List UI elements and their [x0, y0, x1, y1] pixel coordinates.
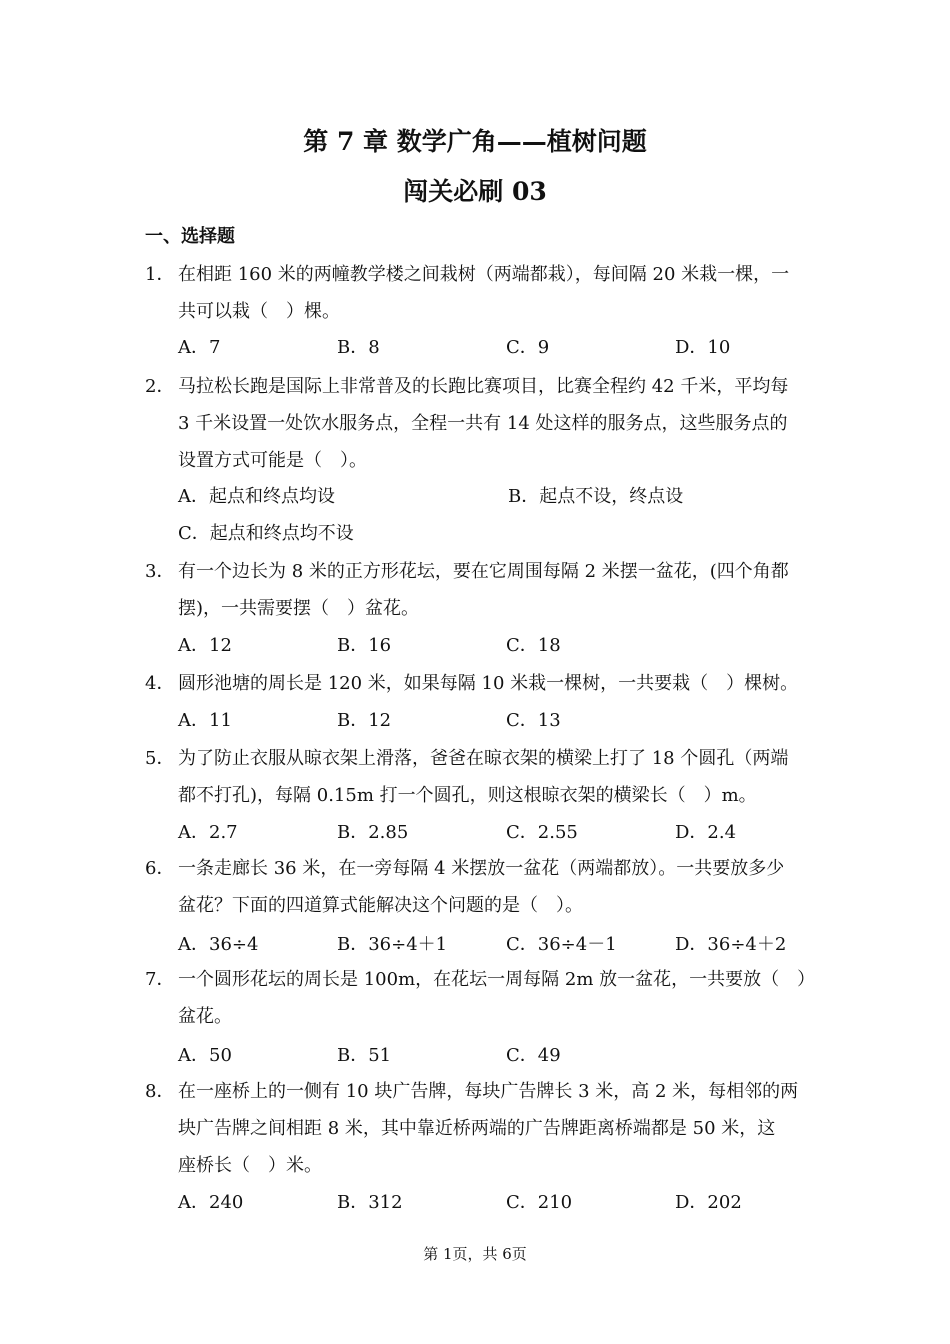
- question-number: 5．: [145, 748, 175, 769]
- question-number: 8．: [145, 1081, 175, 1102]
- question-1: [145, 256, 810, 330]
- question-text-line: 摆)，一共需要摆（ ）盆花。: [178, 598, 420, 619]
- answer-option[interactable]: C．18: [506, 635, 561, 656]
- question-text-line: 3 千米设置一处饮水服务点，全程一共有 14 处这样的服务点，这些服务点的: [178, 413, 788, 434]
- question-text-line: 为了防止衣服从晾衣架上滑落，爸爸在晾衣架的横梁上打了 18 个圆孔（两端: [178, 748, 789, 769]
- answer-option[interactable]: C．210: [506, 1192, 573, 1213]
- answer-option[interactable]: A．50: [178, 1045, 232, 1066]
- document-subtitle: 闯关必刷 03: [403, 177, 547, 206]
- question-number: 2．: [145, 376, 175, 397]
- answer-option[interactable]: D．36÷4＋2: [675, 934, 787, 955]
- answer-option[interactable]: C．36÷4－1: [506, 934, 617, 955]
- question-text-line: 一个圆形花坛的周长是 100m，在花坛一周每隔 2m 放一盆花，一共要放（ ）: [178, 969, 816, 990]
- page-footer: 第 1页，共 6页: [423, 1245, 527, 1263]
- question-text-line: 有一个边长为 8 米的正方形花坛，要在它周围每隔 2 米摆一盆花，(四个角都: [178, 561, 789, 582]
- answer-option[interactable]: C．2.55: [506, 822, 578, 843]
- answer-option[interactable]: C．13: [506, 710, 561, 731]
- question-7: [145, 961, 816, 1035]
- answer-option[interactable]: B．16: [337, 635, 392, 656]
- answer-option[interactable]: A．240: [178, 1192, 244, 1213]
- question-8: [145, 1073, 810, 1184]
- question-number: 1．: [145, 264, 175, 285]
- question-4: [145, 665, 810, 702]
- question-text-line: 盆花？下面的四道算式能解决这个问题的是（ ）。: [178, 895, 583, 916]
- question-number: 7．: [145, 969, 175, 990]
- question-text-line: 都不打孔)，每隔 0.15m 打一个圆孔，则这根晾衣架的横梁长（ ）m。: [178, 785, 757, 806]
- document-title: 第 7 章 数学广角——植树问题: [303, 127, 647, 156]
- answer-option[interactable]: C．起点和终点均不设: [178, 523, 354, 544]
- question-2: [145, 368, 810, 479]
- question-text-line: 块广告牌之间相距 8 米，其中靠近桥两端的广告牌距离桥端都是 50 米，这: [178, 1118, 776, 1139]
- answer-option[interactable]: A．7: [178, 337, 221, 358]
- answer-option[interactable]: B．起点不设，终点设: [508, 486, 684, 507]
- answer-option[interactable]: D．10: [675, 337, 731, 358]
- question-number: 3．: [145, 561, 175, 582]
- answer-option[interactable]: A．起点和终点均设: [178, 486, 335, 507]
- answer-option[interactable]: D．202: [675, 1192, 742, 1213]
- answer-option[interactable]: A．2.7: [178, 822, 238, 843]
- question-text-line: 一条走廊长 36 米，在一旁每隔 4 米摆放一盆花（两端都放）。一共要放多少: [178, 858, 785, 879]
- question-6: [145, 850, 810, 924]
- answer-option[interactable]: B．2.85: [337, 822, 409, 843]
- answer-option[interactable]: D．2.4: [675, 822, 737, 843]
- question-text-line: 共可以栽（ ）棵。: [178, 301, 340, 322]
- question-text-line: 在一座桥上的一侧有 10 块广告牌，每块广告牌长 3 米，高 2 米，每相邻的两: [178, 1081, 799, 1102]
- question-text-line: 座桥长（ ）米。: [178, 1155, 322, 1176]
- answer-option[interactable]: B．51: [337, 1045, 392, 1066]
- question-number: 4．: [145, 673, 175, 694]
- section-heading: 一、选择题: [145, 226, 235, 247]
- question-5: [145, 740, 810, 814]
- answer-option[interactable]: C．49: [506, 1045, 561, 1066]
- question-text-line: 设置方式可能是（ ）。: [178, 450, 367, 471]
- answer-option[interactable]: C．9: [506, 337, 550, 358]
- question-text-line: 圆形池塘的周长是 120 米，如果每隔 10 米栽一棵树，一共要栽（ ）棵树。: [178, 673, 799, 694]
- answer-option[interactable]: B．36÷4＋1: [337, 934, 448, 955]
- answer-option[interactable]: A．11: [178, 710, 232, 731]
- question-text-line: 盆花。: [178, 1006, 232, 1027]
- answer-option[interactable]: A．12: [178, 635, 232, 656]
- answer-option[interactable]: B．312: [337, 1192, 403, 1213]
- question-text-line: 马拉松长跑是国际上非常普及的长跑比赛项目，比赛全程约 42 千米，平均每: [178, 376, 789, 397]
- answer-option[interactable]: B．12: [337, 710, 392, 731]
- answer-option[interactable]: B．8: [337, 337, 380, 358]
- answer-option[interactable]: A．36÷4: [178, 934, 259, 955]
- question-text-line: 在相距 160 米的两幢教学楼之间栽树（两端都栽），每间隔 20 米栽一棵，一: [178, 264, 790, 285]
- question-number: 6．: [145, 858, 175, 879]
- question-3: [145, 553, 810, 627]
